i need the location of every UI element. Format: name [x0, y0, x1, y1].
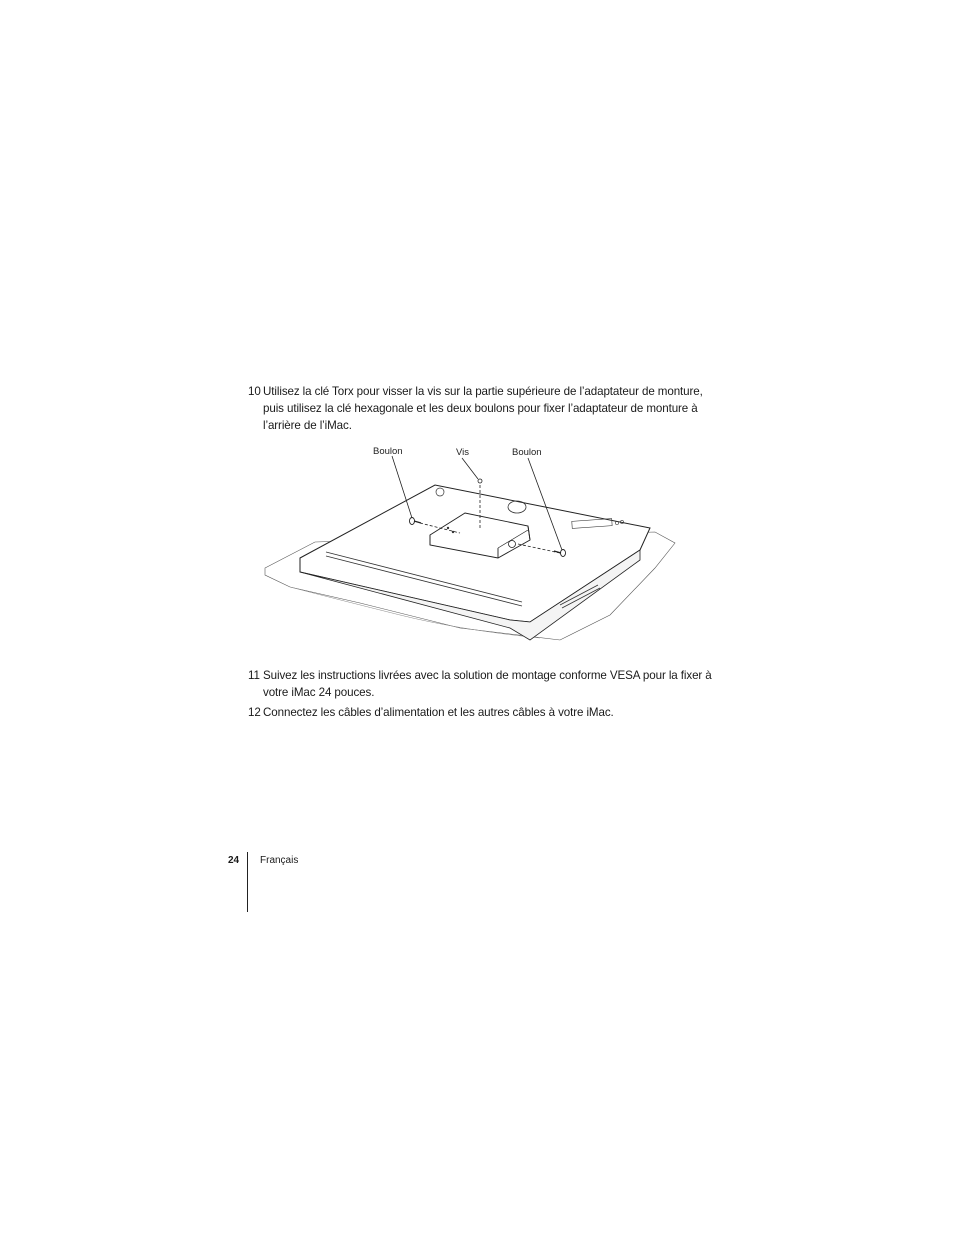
step-11: [248, 667, 718, 701]
step-number: 11: [248, 669, 260, 682]
callout-right-bolt: Boulon: [512, 447, 542, 458]
step-10: [248, 383, 718, 434]
footer-divider: [247, 852, 248, 912]
screw: [478, 479, 482, 483]
step-number: 10: [248, 385, 261, 398]
footer-language: Français: [260, 855, 299, 866]
callout-screw: Vis: [456, 447, 470, 458]
step-text: Utilisez la clé Torx pour visser la vis sur la partie supérieure de l’adaptateur de monture, puis utilisez la clé hexagonale et les deux boulons pour fixer l’adaptateur de monture à l’arrière de l’iMac.: [263, 385, 703, 432]
page-number: 24: [228, 855, 240, 866]
vesa-mount-illustration: [260, 440, 680, 655]
step-12: [248, 704, 718, 721]
step-number: 12: [248, 706, 261, 719]
step-text: Suivez les instructions livrées avec la solution de montage conforme VESA pour la fixer à votre iMac 24 pouces.: [263, 669, 712, 699]
step-text: Connectez les câbles d’alimentation et les autres câbles à votre iMac.: [263, 706, 614, 719]
callout-left-bolt: Boulon: [373, 446, 403, 457]
